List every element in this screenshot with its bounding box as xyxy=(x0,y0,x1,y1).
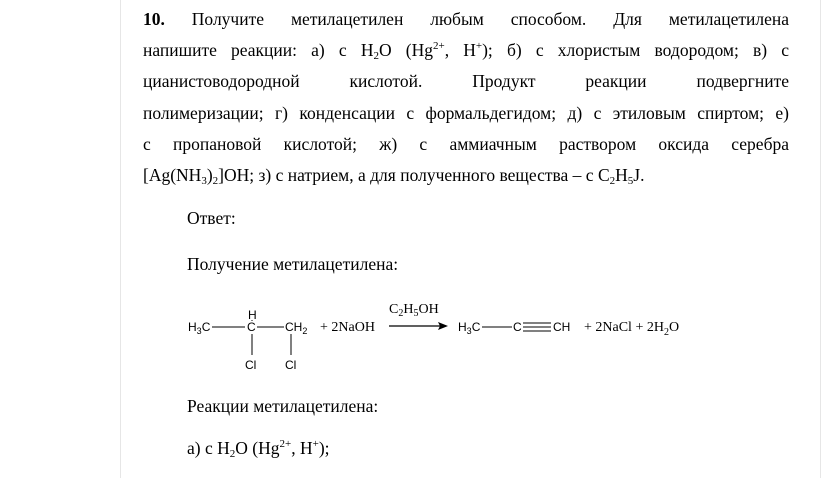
svg-text:CH2: $CH_2$ xyxy=(285,320,308,336)
product-ch: CH xyxy=(553,320,571,334)
svg-text:C2H5OH: $C_2H_5OH$ xyxy=(389,302,439,319)
svg-text:H3C: $H_3C$ xyxy=(458,320,481,336)
task-line-1: 10. Получите метилацетилен любым способом. Для метилацетилена xyxy=(143,9,789,29)
preparation-label: Получение метилацетилена: xyxy=(187,254,399,274)
byproducts: + 2NaCl + $2H_2O$ xyxy=(584,320,680,338)
h-top: H xyxy=(248,308,257,322)
task-line-5: с пропановой кислотой; ж) с аммиачным раствором оксида серебра xyxy=(143,133,789,154)
task-line-4: полимеризации; г) конденсации с формальдегидом; д) с этиловым спиртом; е) xyxy=(143,102,789,123)
carbon-middle: C xyxy=(247,320,256,334)
naoh-reagent: + 2NaOH xyxy=(320,320,375,335)
cl-left: Cl xyxy=(245,358,257,372)
product-carbon: C xyxy=(513,320,522,334)
product-structure xyxy=(458,320,570,336)
task-line-2: напишите реакции: а) с $H_2O$ ($Hg^{2+}$, H+); б) с хлористым водородом; в) с xyxy=(143,40,789,63)
svg-text:H3C: $H_3C$ xyxy=(188,320,211,336)
task-number: 10. xyxy=(143,9,165,29)
cl-right: Cl xyxy=(285,358,297,372)
reaction-arrow xyxy=(389,302,448,330)
reactions-label: Реакции метилацетилена: xyxy=(187,396,379,416)
answer-label: Ответ: xyxy=(187,208,236,228)
task-line-6: $[Ag(NH_3)_2]OH$; з) с натрием, а для полученного вещества – с $C_2H_5J$. xyxy=(143,165,645,188)
task-line-3: цианистоводородной кислотой. Продукт реакции подвергните xyxy=(143,71,789,92)
reaction-item-a: а) с $H_2O$ ($Hg^{2+}$, H+); xyxy=(187,438,330,460)
reactant-structure xyxy=(188,308,307,372)
